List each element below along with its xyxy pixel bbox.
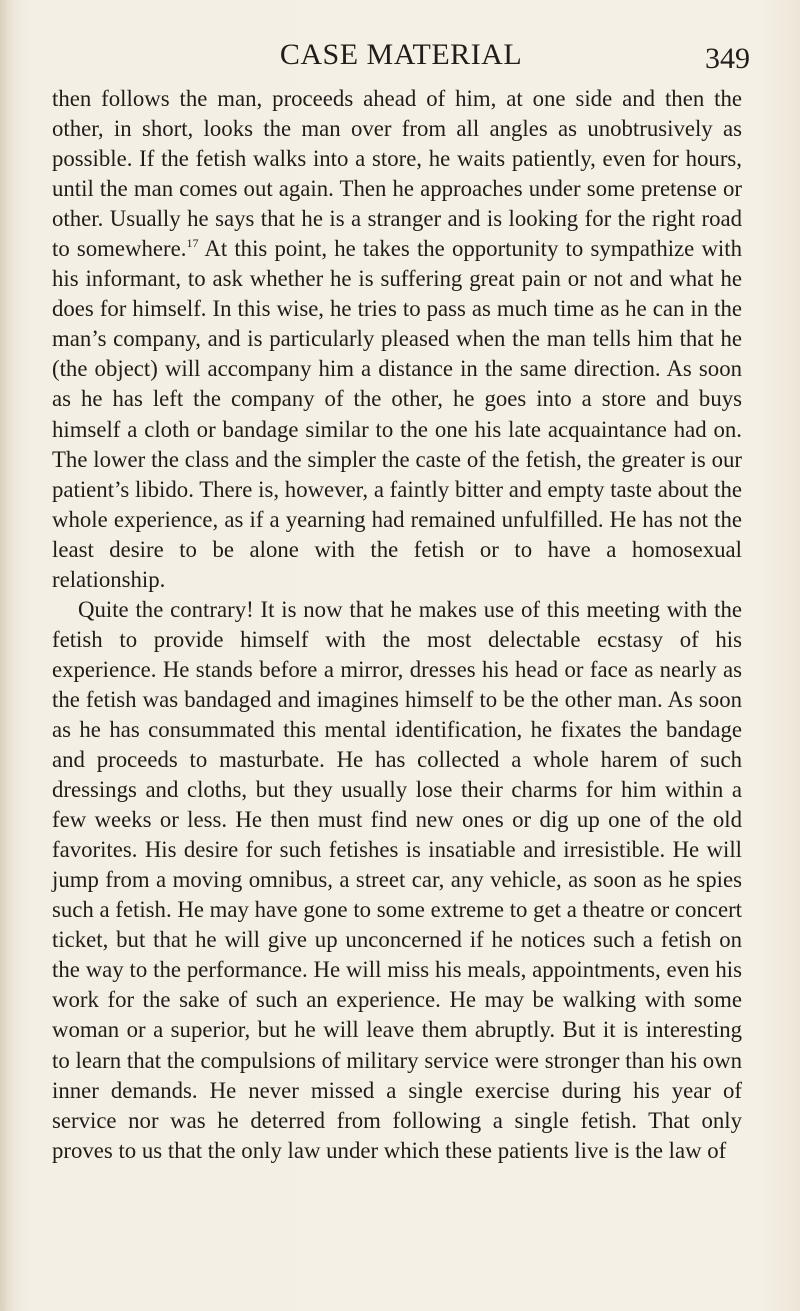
paragraph-1 bbox=[52, 84, 742, 595]
paragraph-2: Quite the contrary! It is now that he makes use of this meeting with the fetish to provide himself with the most delectable ecstasy of his experience. He stands before a mirror, dresses his head or face as nearly as the fetish was bandaged and imagines himself to be the other man. As soon as he has consummated this mental identification, he fixates the bandage and proceeds to masturbate. He has collected a whole harem of such dressings and cloths, but they usually lose their charms for him within a few weeks or less. He then must find new ones or dig up one of the old favorites. His desire for such fetishes is insatiable and irresistible. He will jump from a moving omnibus, a street car, any vehicle, as soon as he spies such a fetish. He may have gone to some extreme to get a theatre or concert ticket, but that he will give up unconcerned if he notices such a fetish on the way to the performance. He will miss his meals, appointments, even his work for the sake of such an experience. He may be walking with some woman or a superior, but he will leave them abruptly. But it is interesting to learn that the compulsions of military service were stronger than his own inner demands. He never missed a single exercise during his year of service nor was he deterred from following a single fetish. That only proves to us that the only law under which these patients live is the law of bbox=[52, 596, 742, 1163]
running-title: CASE MATERIAL bbox=[279, 38, 523, 71]
paragraph-1-before-note: then follows the man, proceeds ahead of him, at one side and then the other, in short, looks the man over from all angles as unobtrusively as possible. If the fetish walks into a store, he waits patiently, even for hours, until the man comes out again. Then he approaches under some pretense or other. Usually he says that he is a stranger and is looking for the right road to somewhere. bbox=[52, 86, 742, 262]
footnote-reference: 17 bbox=[186, 236, 199, 251]
page-number: 349 bbox=[705, 42, 750, 75]
body-text bbox=[52, 84, 742, 1166]
paragraph-1-after-note: At this point, he takes the opportunity to sympathize with his informant, to ask whether he is suffering great pain or not and what he does for himself. In this wise, he tries to pass as much time as he can in the man’s company, and is particularly pleased when the man tells him that he (the object) will accompany him a distance in the same direction. As soon as he has left the company of the other, he goes into a store and buys himself a cloth or bandage similar to the one his late acquaintance had on. The lower the class and the simpler the caste of the fetish, the greater is our patient’s libido. There is, however, a faintly bitter and empty taste about the whole experience, as if a yearning had remained unfulfilled. He has not the least desire to be alone with the fetish or to have a homosexual relationship. bbox=[52, 236, 742, 592]
running-header bbox=[52, 36, 750, 84]
page-binding-edge bbox=[0, 0, 14, 1311]
